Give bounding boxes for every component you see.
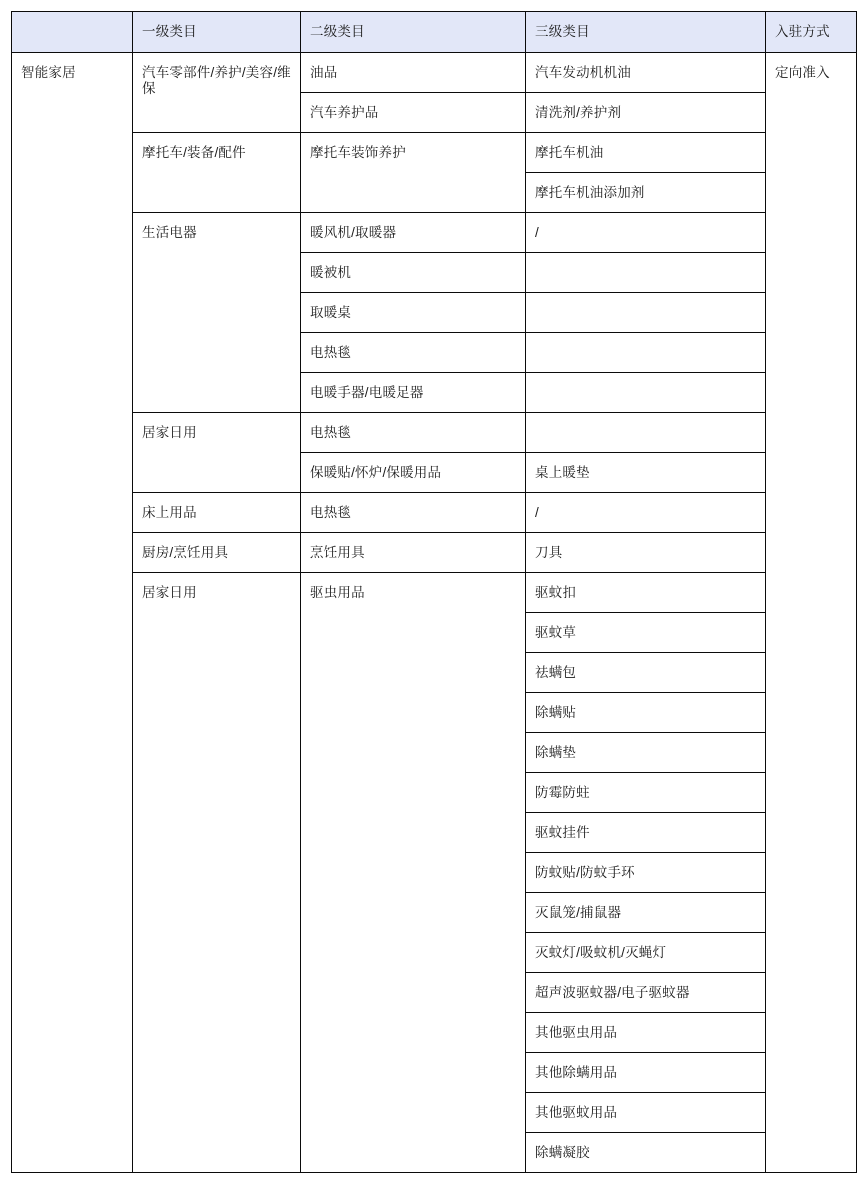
cell-level2 xyxy=(301,253,526,293)
column-header-platform xyxy=(12,12,133,53)
table-row xyxy=(12,573,857,613)
cell-level2-text: 电热毯 xyxy=(310,425,352,440)
cell-level3-text: 除螨垫 xyxy=(535,745,577,760)
cell-level1 xyxy=(133,493,301,533)
cell-level2-text: 暖风机/取暖器 xyxy=(310,225,397,240)
cell-level2 xyxy=(301,133,526,213)
cell-level2-text: 油品 xyxy=(310,65,338,80)
cell-level2-text: 保暖贴/怀炉/保暖用品 xyxy=(310,465,442,480)
table-header xyxy=(12,12,857,53)
cell-level2-text: 摩托车装饰养护 xyxy=(310,145,406,160)
cell-level2-text: 电热毯 xyxy=(310,345,352,360)
table-row xyxy=(12,533,857,573)
cell-level2 xyxy=(301,93,526,133)
cell-level1 xyxy=(133,213,301,413)
cell-level3-text: 祛螨包 xyxy=(535,665,577,680)
column-header-entry-method: 入驻方式 xyxy=(766,12,857,53)
cell-level3 xyxy=(526,893,766,933)
cell-level3-text xyxy=(535,253,756,265)
cell-level3 xyxy=(526,573,766,613)
cell-level3 xyxy=(526,373,766,413)
table-row xyxy=(12,133,857,173)
cell-level3 xyxy=(526,253,766,293)
cell-level3-text: 防霉防蛀 xyxy=(535,785,590,800)
cell-level1 xyxy=(133,53,301,133)
cell-level3 xyxy=(526,813,766,853)
cell-level3-text: 桌上暖垫 xyxy=(535,465,590,480)
cell-level2-text: 烹饪用具 xyxy=(310,545,365,560)
cell-level3 xyxy=(526,173,766,213)
cell-platform xyxy=(12,53,133,1173)
cell-level1 xyxy=(133,533,301,573)
table-row xyxy=(12,213,857,253)
cell-level3 xyxy=(526,333,766,373)
cell-level1 xyxy=(133,413,301,493)
column-header-level3: 三级类目 xyxy=(526,12,766,53)
cell-level2 xyxy=(301,493,526,533)
cell-level3-text: 汽车发动机机油 xyxy=(535,65,631,80)
cell-level3-text xyxy=(535,333,756,345)
column-header-level2: 二级类目 xyxy=(301,12,526,53)
cell-level2-text: 暖被机 xyxy=(310,265,352,280)
cell-level2 xyxy=(301,413,526,453)
cell-level3-text: 驱蚊扣 xyxy=(535,585,577,600)
cell-level1-text: 厨房/烹饪用具 xyxy=(142,545,229,560)
cell-level3-text xyxy=(535,293,756,305)
cell-level3 xyxy=(526,933,766,973)
cell-level3 xyxy=(526,133,766,173)
cell-level1-text: 床上用品 xyxy=(142,505,197,520)
table-row xyxy=(12,493,857,533)
cell-level2 xyxy=(301,53,526,93)
cell-level3 xyxy=(526,1093,766,1133)
cell-level3-text: / xyxy=(535,505,539,520)
cell-level3 xyxy=(526,853,766,893)
cell-level2-text: 电暖手器/电暖足器 xyxy=(310,385,424,400)
cell-level3 xyxy=(526,453,766,493)
category-table xyxy=(11,11,857,1173)
cell-level3 xyxy=(526,293,766,333)
cell-level1-text: 居家日用 xyxy=(142,425,197,440)
cell-level3-text xyxy=(535,413,756,425)
cell-level3-text: 摩托车机油添加剂 xyxy=(535,185,645,200)
cell-level3-text: 驱蚊挂件 xyxy=(535,825,590,840)
cell-level3-text: 摩托车机油 xyxy=(535,145,604,160)
cell-entry-method xyxy=(766,53,857,1173)
cell-level3-text: 其他驱蚊用品 xyxy=(535,1105,618,1120)
cell-level3-text: 驱蚊草 xyxy=(535,625,577,640)
cell-level2-text: 驱虫用品 xyxy=(310,585,365,600)
cell-level3-text: 灭鼠笼/捕鼠器 xyxy=(535,905,622,920)
column-header-level1: 一级类目 xyxy=(133,12,301,53)
cell-level3 xyxy=(526,653,766,693)
cell-level2-text: 取暖桌 xyxy=(310,305,352,320)
cell-level3 xyxy=(526,613,766,653)
cell-level3 xyxy=(526,1013,766,1053)
cell-level1-text: 汽车零部件/养护/美容/维保 xyxy=(142,65,291,97)
cell-level2 xyxy=(301,453,526,493)
cell-level3-text: 防蚊贴/防蚊手环 xyxy=(535,865,635,880)
cell-level3-text: 除螨凝胶 xyxy=(535,1145,590,1160)
cell-level2 xyxy=(301,373,526,413)
cell-level3 xyxy=(526,213,766,253)
cell-level3 xyxy=(526,93,766,133)
cell-level2 xyxy=(301,573,526,1173)
cell-level1-text: 摩托车/装备/配件 xyxy=(142,145,246,160)
cell-entry-method-text: 定向准入 xyxy=(775,65,830,80)
cell-level3 xyxy=(526,973,766,1013)
cell-level3-text: 灭蚊灯/吸蚊机/灭蝇灯 xyxy=(535,945,667,960)
cell-level1 xyxy=(133,133,301,213)
table-body xyxy=(12,53,857,1173)
cell-level3-text: / xyxy=(535,225,539,240)
cell-level3 xyxy=(526,1133,766,1173)
cell-level3 xyxy=(526,1053,766,1093)
cell-level3 xyxy=(526,53,766,93)
header-row xyxy=(12,12,857,53)
table-row xyxy=(12,53,857,93)
cell-level2 xyxy=(301,293,526,333)
cell-level2-text: 电热毯 xyxy=(310,505,352,520)
cell-level3-text: 其他驱虫用品 xyxy=(535,1025,618,1040)
cell-level1 xyxy=(133,573,301,1173)
cell-level2-text: 汽车养护品 xyxy=(310,105,379,120)
cell-level3 xyxy=(526,493,766,533)
cell-level3-text xyxy=(535,373,756,385)
cell-level3-text: 清洗剂/养护剂 xyxy=(535,105,622,120)
cell-level3 xyxy=(526,773,766,813)
cell-level3 xyxy=(526,413,766,453)
cell-level3-text: 超声波驱蚊器/电子驱蚊器 xyxy=(535,985,690,1000)
cell-level3-text: 除螨贴 xyxy=(535,705,577,720)
cell-level3 xyxy=(526,733,766,773)
cell-level2 xyxy=(301,213,526,253)
cell-level1-text: 居家日用 xyxy=(142,585,197,600)
cell-level3-text: 刀具 xyxy=(535,545,563,560)
cell-level3 xyxy=(526,533,766,573)
cell-level3-text: 其他除螨用品 xyxy=(535,1065,618,1080)
cell-level2 xyxy=(301,333,526,373)
table-row xyxy=(12,413,857,453)
cell-platform-text: 智能家居 xyxy=(21,65,76,80)
cell-level3 xyxy=(526,693,766,733)
cell-level1-text: 生活电器 xyxy=(142,225,197,240)
cell-level2 xyxy=(301,533,526,573)
